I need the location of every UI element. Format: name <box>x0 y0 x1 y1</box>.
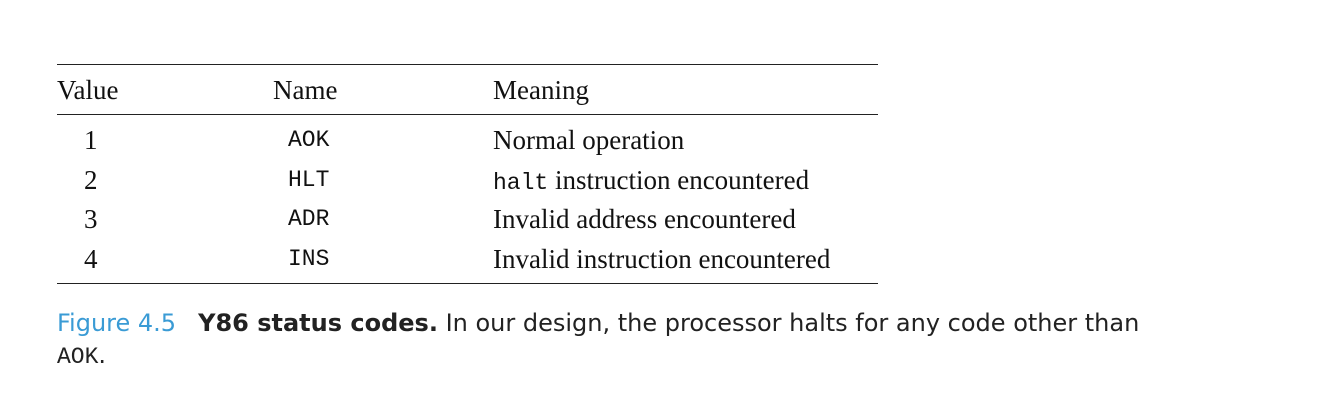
row-meaning-text: Invalid instruction encountered <box>493 244 831 274</box>
row-meaning <box>493 204 796 237</box>
caption-code: AOK <box>57 344 99 370</box>
row-name: AOK <box>288 127 330 153</box>
row-value: 1 <box>84 125 98 155</box>
figure-label: Figure 4.5 <box>57 309 177 337</box>
figure-title: Y86 status codes. <box>198 309 438 337</box>
row-value: 4 <box>84 244 98 274</box>
row-meaning-code: halt <box>493 170 549 196</box>
row-name: HLT <box>288 167 330 193</box>
header-meaning: Meaning <box>493 75 589 105</box>
figure-caption <box>57 307 1257 373</box>
row-value: 2 <box>84 165 98 195</box>
row-name: ADR <box>288 206 330 232</box>
table-row <box>57 204 878 234</box>
table-row <box>57 125 878 155</box>
row-value: 3 <box>84 204 98 234</box>
header-value: Value <box>57 75 119 105</box>
row-meaning <box>493 165 809 198</box>
caption-text: In our design, the processor halts for any code other than <box>437 309 1140 337</box>
table-row <box>57 165 878 195</box>
caption-end: . <box>98 341 107 369</box>
table-row <box>57 244 878 274</box>
table-bottom-rule <box>57 283 878 284</box>
header-name: Name <box>273 75 338 105</box>
row-meaning-text: Invalid address encountered <box>493 204 796 234</box>
row-meaning-text: instruction encountered <box>548 165 810 195</box>
row-meaning <box>493 244 830 277</box>
row-meaning <box>493 125 684 158</box>
table-header-rule <box>57 114 878 115</box>
row-name: INS <box>288 246 330 272</box>
table-top-rule <box>57 64 878 65</box>
row-meaning-text: Normal operation <box>493 125 685 155</box>
